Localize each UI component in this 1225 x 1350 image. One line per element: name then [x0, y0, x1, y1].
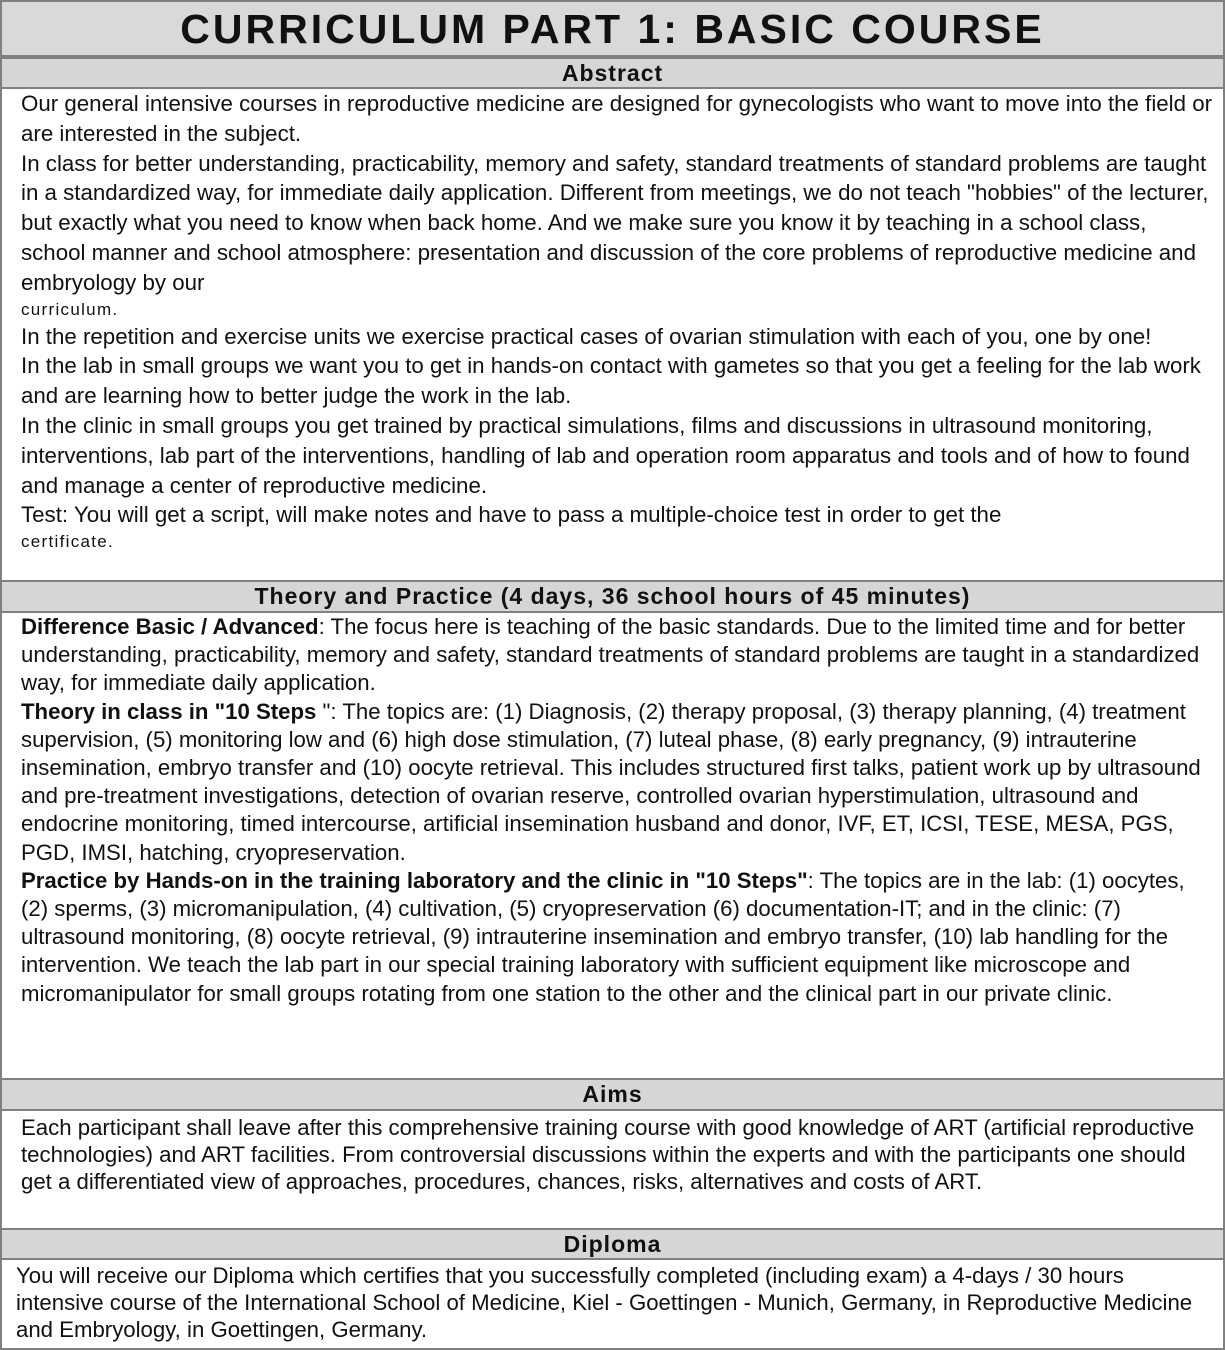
practice-paragraph [21, 867, 1215, 1008]
abstract-paragraph-1: Our general intensive courses in reproductive medicine are designed for gynecologists who want to move into the field or are interested in the subject. [21, 91, 1213, 146]
abstract-paragraph-5: In the clinic in small groups you get trained by practical simulations, films and discussions in ultrasound monitoring, interventions, lab part of the interventions, handling of lab and operation room apparatus and tools and of how to found and manage a center of reproductive medicine. [21, 412, 1190, 498]
abstract-heading: Abstract [0, 57, 1225, 89]
theory-heading: Theory and Practice (4 days, 36 school hours of 45 minutes) [0, 580, 1225, 613]
diploma-heading: Diploma [0, 1228, 1225, 1260]
diploma-text: You will receive our Diploma which certifies that you successfully completed (including exam) a 4-days / 30 hours intensive course of the International School of Medicine, Kiel - Goettingen - Munich, Germany, in Reproductive Medicine and Embryology, in Goettingen, Germany. [16, 1263, 1193, 1342]
abstract-paragraph-6 [21, 500, 1213, 554]
theory-paragraph [21, 698, 1215, 867]
theory-section [0, 613, 1225, 1078]
abstract-paragraph-2-tail: curriculum. [21, 299, 119, 319]
difference-label: Difference Basic / Advanced [21, 614, 319, 639]
difference-text: : The focus here is teaching of the basic standards. Due to the limited time and for better understanding, practicability, memory and safety, standard treatments of standard problems are taught in a standardized way, for immediate daily application. [21, 614, 1200, 696]
abstract-paragraph-4: In the lab in small groups we want you to get in hands-on contact with gametes so that you get a feeling for the lab work and are learning how to better judge the work in the lab. [21, 353, 1201, 409]
abstract-section [0, 89, 1225, 580]
abstract-paragraph-6-text: Test: You will get a script, will make notes and have to pass a multiple-choice test in order to get the [21, 502, 1002, 528]
page-title: CURRICULUM PART 1: BASIC COURSE [0, 0, 1225, 57]
aims-heading: Aims [0, 1078, 1225, 1111]
aims-section [0, 1111, 1225, 1228]
diploma-section [0, 1260, 1225, 1350]
practice-text: : The topics are in the lab: (1) oocytes, (2) sperms, (3) micromanipulation, (4) cultivation, (5) cryopreservation (6) documentation-IT; and in the clinic: (7) ultrasound monitoring, (8) oocyte retrieval, (9) intrauterine insemination and embryo transfer, (10) lab handling for the intervention. We teach the lab part in our special training laboratory with sufficient equipment like microscope and micromanipulator for small groups rotating from one station to the other and the clinical part in our private clinic. [21, 867, 1185, 1006]
aims-text: Each participant shall leave after this comprehensive training course with good knowledge of ART (artificial reproductive technologies) and ART facilities. From controversial discussions within the experts and with the participants one should get a differentiated view of approaches, procedures, chances, risks, alternatives and costs of ART. [21, 1115, 1195, 1194]
difference-paragraph [21, 613, 1215, 698]
theory-text: ": The topics are: (1) Diagnosis, (2) therapy proposal, (3) therapy planning, (4) treatment supervision, (5) monitoring low and (6) high dose stimulation, (7) luteal phase, (8) early pregnancy, (9) intrauterine insemination, embryo transfer and (10) oocyte retrieval. This includes structured first talks, patient work up by ultrasound and pre-treatment investigations, detection of ovarian reserve, controlled ovarian hyperstimulation, ultrasound and endocrine monitoring, timed intercourse, artificial insemination husband and donor, IVF, ET, ICSI, TESE, MESA, PGS, PGD, IMSI, hatching, cryopreservation. [21, 698, 1201, 865]
abstract-paragraph-2 [21, 149, 1213, 322]
practice-label: Practice by Hands-on in the training laboratory and the clinic in "10 Steps" [21, 867, 808, 893]
abstract-paragraph-2-text: In class for better understanding, practicability, memory and safety, standard treatments of standard problems are taught in a standardized way, for immediate daily application. Different from meetings, we do not teach "hobbies" of the lecturer, but exactly what you need to know when back home. And we make sure you know it by teaching in a school class, school manner and school atmosphere: presentation and discussion of the core problems of reproductive medicine and embryology by our [21, 150, 1209, 295]
abstract-paragraph-6-tail: certificate. [21, 532, 115, 552]
abstract-paragraph-3: In the repetition and exercise units we exercise practical cases of ovarian stimulation with each of you, one by one! [21, 323, 1152, 349]
theory-label: Theory in class in "10 Steps [21, 698, 317, 724]
